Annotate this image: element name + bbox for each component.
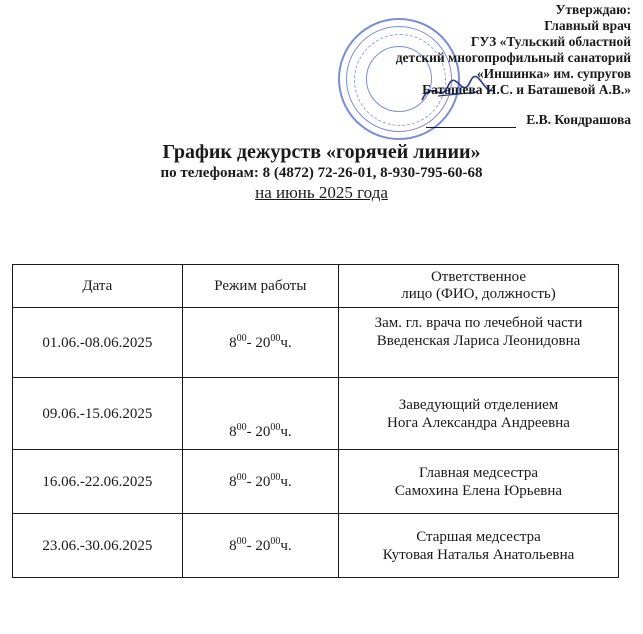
person-name: Введенская Лариса Леонидовна <box>376 333 581 349</box>
row-hours: $8^{00}-$ $20^{00}ч$. <box>182 450 338 514</box>
row-date: 01.06.-08.06.2025 <box>13 308 183 378</box>
row-hours: $8^{00}-$ $20^{00}ч$. <box>182 378 338 450</box>
header-work-mode: Режим работы <box>182 265 338 308</box>
table-row <box>13 450 619 514</box>
approval-line: Баташева И.С. и Баташевой А.В.» <box>422 82 631 97</box>
table-row <box>13 308 619 378</box>
approval-line: ГУЗ «Тульский областной <box>470 34 631 49</box>
row-person <box>339 514 619 578</box>
table-header-row <box>13 265 619 308</box>
document-title: График дежурств «горячей линии» <box>162 141 481 163</box>
approval-line: детский многопрофильный санаторий <box>395 50 631 65</box>
row-date: 23.06.-30.06.2025 <box>13 514 183 578</box>
row-date: 16.06.-22.06.2025 <box>13 450 183 514</box>
approval-line: Утверждаю: <box>555 2 631 17</box>
header-responsible-person <box>339 265 619 308</box>
header-person-line: лицо (ФИО, должность) <box>401 286 556 302</box>
approval-block <box>271 2 631 128</box>
duty-schedule-table <box>12 264 619 578</box>
row-person <box>339 378 619 450</box>
table-row <box>13 514 619 578</box>
person-position: Главная медсестра <box>418 464 539 481</box>
hotline-phones: по телефонам: 8 (4872) 72-26-01, 8-930-795-60-68 <box>160 165 483 181</box>
person-name: Нога Александра Андреевна <box>387 414 570 431</box>
header-person-line: Ответственное <box>430 269 527 285</box>
row-hours: $8^{00}-$ $20^{00}ч$. <box>182 308 338 378</box>
row-date: 09.06.-15.06.2025 <box>13 378 183 450</box>
row-person <box>339 308 619 378</box>
signature-line <box>426 127 516 128</box>
person-name: Самохина Елена Юрьевна <box>394 482 563 499</box>
person-position: Заведующий отделением <box>398 396 559 413</box>
signer-name: Е.В. Кондрашова <box>526 112 631 127</box>
table-row <box>13 378 619 450</box>
person-name: Кутовая Наталья Анатольевна <box>382 546 575 563</box>
person-position: Зам. гл. врача по лечебной части <box>374 315 583 331</box>
schedule-period: на июнь 2025 года <box>255 183 388 202</box>
person-position: Старшая медсестра <box>416 528 541 545</box>
row-person <box>339 450 619 514</box>
document-title-block <box>0 140 643 204</box>
approval-line: «Иншинка» им. супругов <box>476 66 631 81</box>
signature-row <box>271 112 631 128</box>
header-date: Дата <box>13 265 183 308</box>
row-hours: $8^{00}-$ $20^{00}ч$. <box>182 514 338 578</box>
approval-line: Главный врач <box>544 18 631 33</box>
